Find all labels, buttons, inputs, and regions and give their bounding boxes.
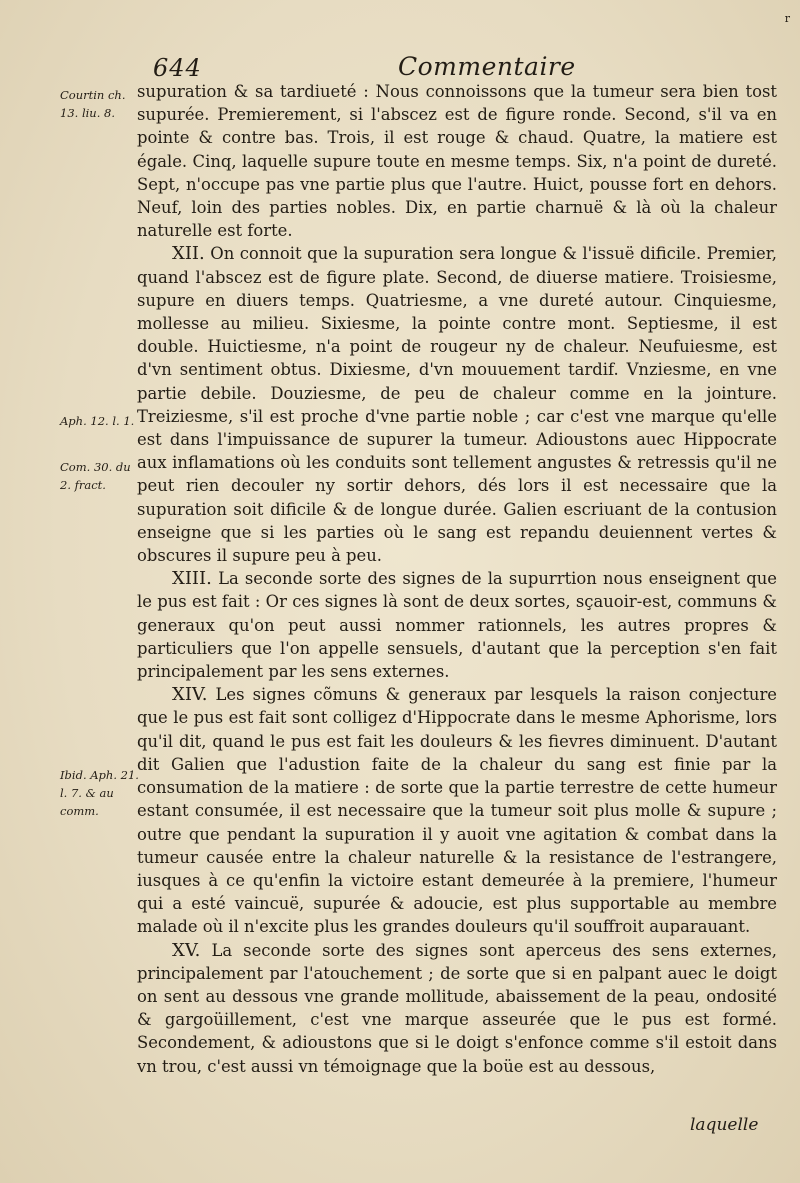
margin-note: Ibid. Aph. 21. l. 7. & au comm.	[60, 768, 139, 818]
running-head: Commentaire	[398, 52, 576, 81]
paragraph-text: Les signes cõmuns & generaux par lesquels la raison conjecture que le pus est fait sont colligez d'Hippocrate dans le mesme Aphorisme, lors qu'il dit, quand le pus est fait les douleurs & les fievres diminuent. D'autant dit Galien que l'adustion faite de la chaleur du sang est finie par la consumation de la matiere : de sorte que la partie terrestre de cette humeur estant consumée, il est necessaire que la tumeur soit plus molle & supure ; outre que pendant la supuration il y auoit vne agitation & combat dans la tumeur causée entre la chaleur naturelle & la resistance de l'estrangere, iusques à ce qu'enfin la victoire estant demeurée à la premiere, l'humeur qui a esté vaincuë, supurée & adoucie, est plus supportable au membre malade où il n'excite plus les grandes douleurs qu'il souffroit auparauant.	[137, 685, 778, 937]
paragraph	[137, 683, 777, 938]
paragraph	[137, 567, 777, 683]
paragraph	[137, 939, 777, 1078]
paragraph	[137, 80, 777, 242]
corner-mark: r	[784, 12, 790, 25]
catchword: laquelle	[690, 1115, 759, 1135]
paragraph-text: La seconde sorte des signes de la supurrtion nous enseignent que le pus est fait : Or ces signes là sont de deux sortes, sçauoir-est, communs & generaux qu'on peut aussi nommer rationnels, les autres propres & particuliers que l'on appelle sensuels, d'autant que la perception s'en fait principalement par les sens externes.	[137, 569, 777, 682]
page-number: 644	[153, 54, 202, 82]
margin-note: Aph. 12. l. 1.	[60, 414, 135, 428]
margin-note: Courtin ch. 13. liu. 8.	[60, 88, 126, 120]
section-number: XIII.	[172, 568, 212, 590]
section-number: XV.	[172, 939, 201, 961]
paragraph-text: supuration & sa tardiueté : Nous connoissons que la tumeur sera bien tost supurée. Premierement, si l'abscez est de figure ronde. Second, s'il va en pointe & contre bas. Trois, il est rouge & chaud. Quatre, la matiere est égale. Cinq, laquelle supure toute en mesme temps. Six, n'a point de dureté. Sept, n'occupe pas vne partie plus que l'autre. Huict, pousse fort en dehors. Neuf, loin des parties nobles. Dix, en partie charnuë & là où la chaleur naturelle est forte.	[137, 82, 777, 241]
paragraph-text: La seconde sorte des signes sont aperceus des sens externes, principalement par l'atouchement ; de sorte que si en palpant auec le doigt on sent au dessous vne grande mollitude, abaissement de la peau, ondosité & gargoüillement, c'est vne marque asseurée que le pus est formé. Secondement, & adioustons que si le doigt s'enfonce comme s'il estoit dans vn trou, c'est aussi vn témoignage que la boüe est au dessous,	[137, 940, 778, 1076]
section-number: XIV.	[172, 684, 208, 706]
paragraph	[137, 242, 777, 567]
margin-note: Com. 30. du 2. fract.	[60, 460, 131, 492]
body-text	[137, 80, 777, 1078]
paragraph-text: On connoit que la supuration sera longue & l'issuë dificile. Premier, quand l'abscez est de figure plate. Second, de diuerse matiere. Troisiesme, supure en diuers temps. Quatriesme, a vne dureté autour. Cinquiesme, mollesse au milieu. Sixiesme, la pointe contre mont. Septiesme, il est double. Huictiesme, n'a point de rougeur ny de chaleur. Neufuiesme, est d'vn sentiment obtus. Dixiesme, d'vn mouuement tardif. Vnziesme, en vne partie debile. Douziesme, de peu de chaleur comme en la jointure. Treiziesme, s'il est proche d'vne partie noble ; car c'est vne marque qu'elle est dans l'impuissance de supurer la tumeur. Adioustons auec Hippocrate aux inflamations où les conduits sont tellement angustes & retressis qu'il ne peut rien decouler ny sortir dehors, dés lors il est necessaire que la supuration soit dificile & de longue durée. Galien escriuant de la contusion enseigne que si les parties où le sang est repandu deuiennent vertes & obscures il supure peu à peu.	[137, 244, 777, 566]
section-number: XII.	[172, 243, 205, 265]
